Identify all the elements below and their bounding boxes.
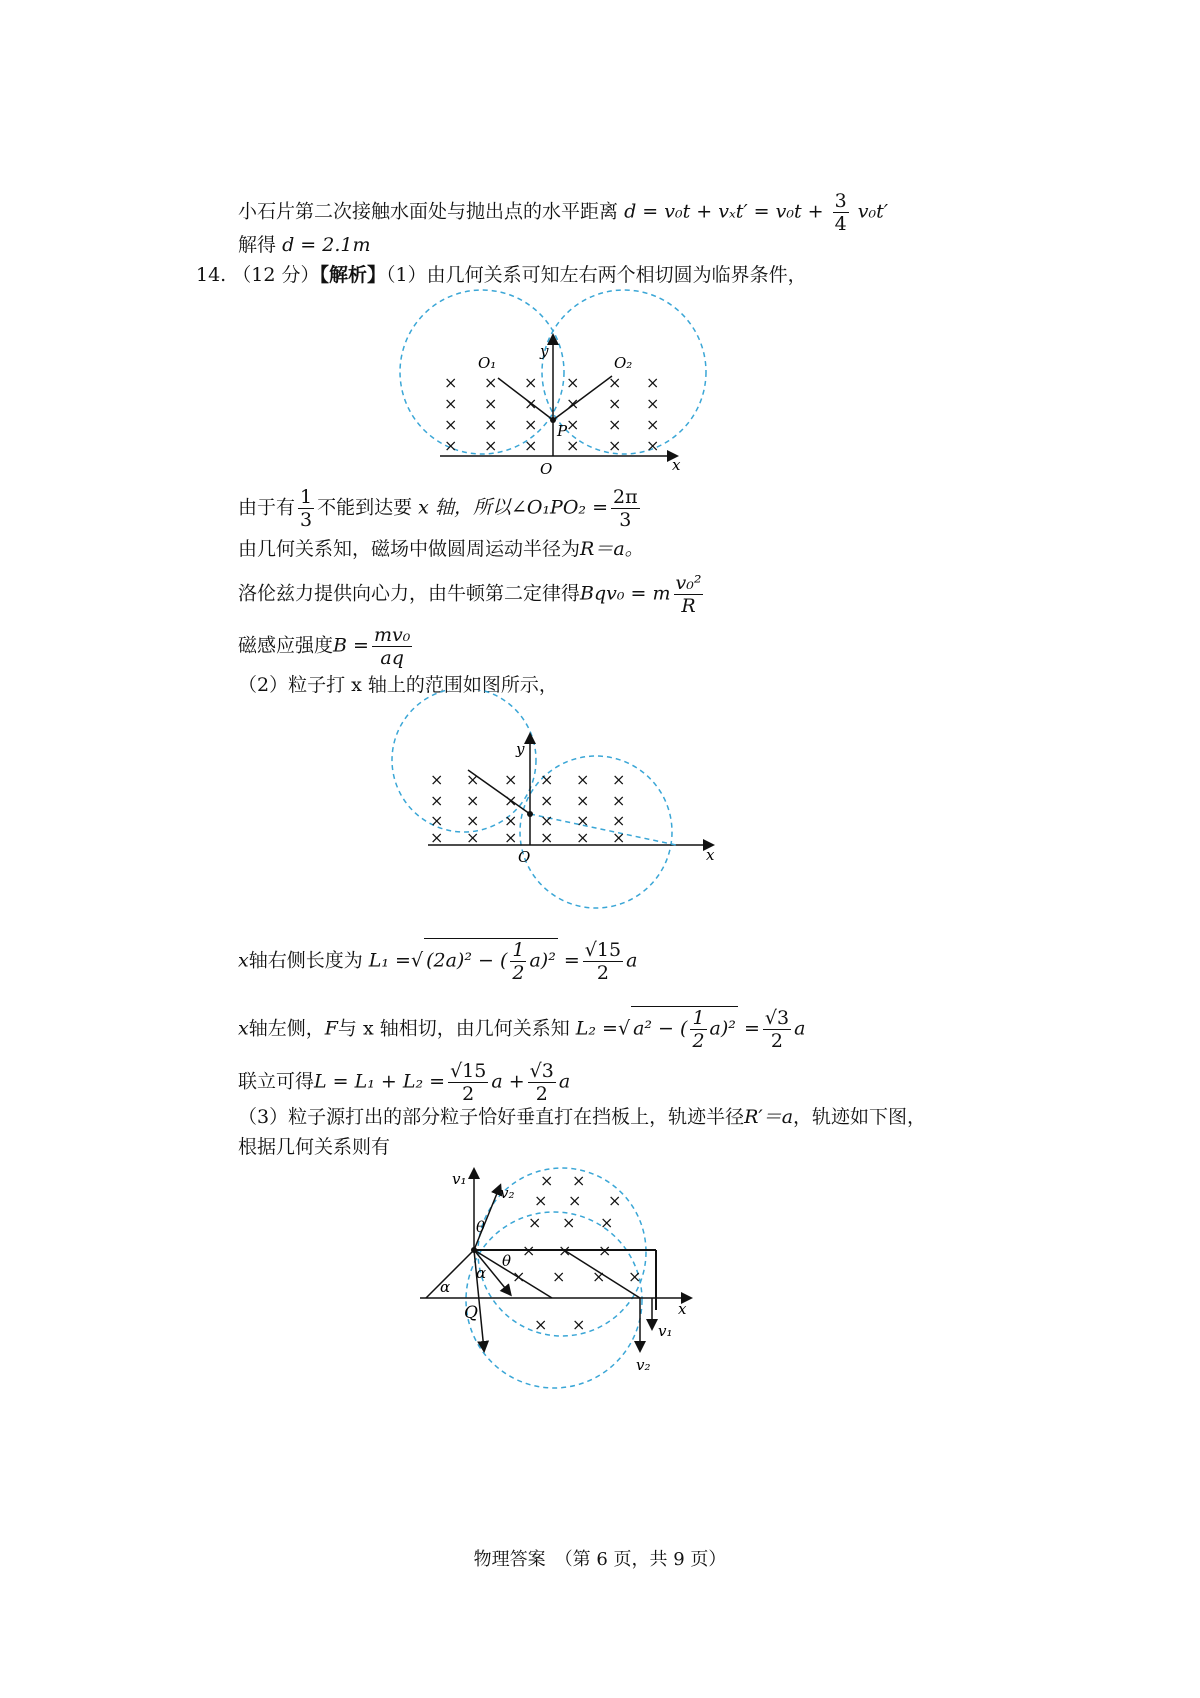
svg-text:×: × [504,811,518,830]
line2-text: 解得 [238,234,277,256]
svg-text:×: × [484,436,498,455]
svg-text:×: × [572,1171,586,1190]
line1-formula-tail: v₀t′ [857,200,889,223]
svg-text:×: × [576,791,590,810]
svg-text:×: × [484,415,498,434]
svg-text:×: × [466,770,480,789]
svg-text:×: × [612,791,626,810]
svg-text:×: × [534,1315,548,1334]
text-line-l1: x轴右侧长度为 L₁ =√ (2a)² − ( $\frac{1}{2}$ a)² = $\frac{√15}{2}$ a [238,939,638,984]
svg-text:×: × [608,373,622,392]
svg-text:×: × [562,1213,576,1232]
label-v1-bottom: v₁ [658,1322,673,1340]
label-y: y [540,342,549,360]
svg-text:×: × [524,373,538,392]
svg-text:×: × [524,436,538,455]
point-p [550,417,556,423]
label-v2-top: v₂ [500,1184,515,1202]
svg-text:×: × [608,415,622,434]
radius-o2 [553,376,612,420]
svg-text:×: × [504,791,518,810]
svg-text:×: × [522,1241,536,1260]
fraction-3-4: $\frac{3}{4}$ [834,190,847,235]
svg-text:×: × [466,828,480,847]
label-x-3: x [678,1300,687,1318]
svg-text:×: × [646,436,660,455]
text-line-geometry: 根据几何关系则有 [238,1136,391,1158]
svg-text:×: × [598,1241,612,1260]
svg-text:×: × [466,811,480,830]
label-o: O [540,460,553,478]
text-line-part3: （3）粒子源打出的部分粒子恰好垂直打在挡板上，轨迹半径R′＝a，轨迹如下图， [238,1106,927,1128]
lower-circle [466,1212,642,1388]
svg-text:×: × [524,415,538,434]
label-alpha-1: α [476,1264,487,1282]
label-theta-1: θ [476,1218,486,1236]
svg-text:×: × [612,828,626,847]
label-y-2: y [516,740,525,758]
svg-text:×: × [524,394,538,413]
line1-text: 小石片第二次接触水面处与抛出点的水平距离 [238,200,619,223]
fig1-crosses [444,373,659,455]
svg-text:×: × [430,770,444,789]
svg-text:×: × [566,415,580,434]
line1-formula: d = v₀t + vₓt′ = v₀t + [624,200,824,223]
svg-text:×: × [430,828,444,847]
svg-text:×: × [528,1213,542,1232]
svg-text:×: × [592,1267,606,1286]
point-q-source [471,1247,477,1253]
label-o1: O₁ [478,354,497,372]
svg-text:×: × [444,436,458,455]
svg-text:×: × [608,1191,622,1210]
left-circle [400,290,564,454]
label-theta-2: θ [502,1252,512,1270]
page-footer: 物理答案 （第 6 页，共 9 页） [473,1549,727,1570]
svg-text:×: × [568,1191,582,1210]
svg-text:×: × [540,1171,554,1190]
svg-text:×: × [484,373,498,392]
svg-text:×: × [646,415,660,434]
svg-text:×: × [576,828,590,847]
svg-text:×: × [430,791,444,810]
text-line-radius: 由几何关系知，磁场中做圆周运动半径为R＝a。 [238,538,644,560]
label-o2: O₂ [614,354,633,372]
svg-text:×: × [566,373,580,392]
svg-text:×: × [600,1213,614,1232]
label-alpha-2: α [440,1278,451,1296]
svg-text:×: × [444,373,458,392]
svg-text:×: × [566,436,580,455]
label-x-2: x [706,846,715,864]
svg-text:×: × [558,1241,572,1260]
fig2-crosses [430,770,625,847]
svg-text:×: × [512,1267,526,1286]
label-p: P [557,422,568,440]
svg-text:×: × [430,811,444,830]
source-point [527,811,533,817]
svg-text:×: × [612,770,626,789]
svg-text:×: × [646,394,660,413]
svg-text:×: × [444,415,458,434]
svg-text:×: × [540,811,554,830]
svg-text:×: × [628,1267,642,1286]
question-14-header [196,262,807,288]
svg-text:×: × [484,394,498,413]
question-score: （12 分） [232,264,320,286]
text-line-total-l: 联立可得L = L₁ + L₂ = $\frac{√15}{2}$ a + $\frac{√3}{2}$ a [238,1060,571,1105]
svg-text:×: × [504,770,518,789]
label-v1-top: v₁ [452,1170,467,1188]
text-line-horizontal-distance [238,190,888,235]
line2-formula: d = 2.1m [282,234,371,256]
figure-tangent-circles [398,288,718,480]
svg-text:×: × [576,770,590,789]
svg-text:×: × [566,394,580,413]
figure-range-on-x-axis [384,690,724,910]
text-line-field-strength: 磁感应强度B = $\frac{\text{mv₀}}{aq}$ [238,624,411,669]
svg-text:×: × [612,811,626,830]
fig3-crosses [512,1171,641,1334]
svg-text:×: × [608,436,622,455]
svg-text:×: × [504,828,518,847]
text-line-l2: x轴左侧，F与 x 轴相切，由几何关系知 L₂ =√ a² − ( $\frac{1}{2}$ a)² = $\frac{√3}{2}$ a [238,1007,806,1052]
question-part1-text: （1）由几何关系可知左右两个相切圆为临界条件， [386,264,807,286]
label-v2-bottom: v₂ [636,1356,651,1374]
label-q: Q [464,1303,478,1323]
question-number: 14. [196,264,227,286]
label-o-2: O [518,848,531,866]
svg-text:×: × [540,828,554,847]
svg-text:×: × [646,373,660,392]
label-x: x [672,456,681,474]
svg-text:×: × [534,1191,548,1210]
svg-text:×: × [572,1315,586,1334]
text-line-part2: （2）粒子打 x 轴上的范围如图所示， [238,674,558,696]
text-line-lorentz: 洛伦兹力提供向心力，由牛顿第二定律得Bqv₀ = m $\frac{\text{v₀²}}{R}$ [238,572,702,617]
analysis-tag: 【解析】 [319,264,386,286]
svg-text:×: × [466,791,480,810]
svg-text:×: × [576,811,590,830]
svg-text:×: × [540,791,554,810]
figure-perpendicular-hit [412,1160,712,1392]
svg-text:×: × [540,770,554,789]
svg-text:×: × [444,394,458,413]
text-line-angle: 由于有 $\frac{1}{3}$ 不能到达要 x 轴，所以∠O₁PO₂ = $\frac{2\pi}{3}$ [238,486,638,531]
svg-text:×: × [552,1267,566,1286]
svg-text:×: × [608,394,622,413]
text-line-solution-d [238,232,370,258]
